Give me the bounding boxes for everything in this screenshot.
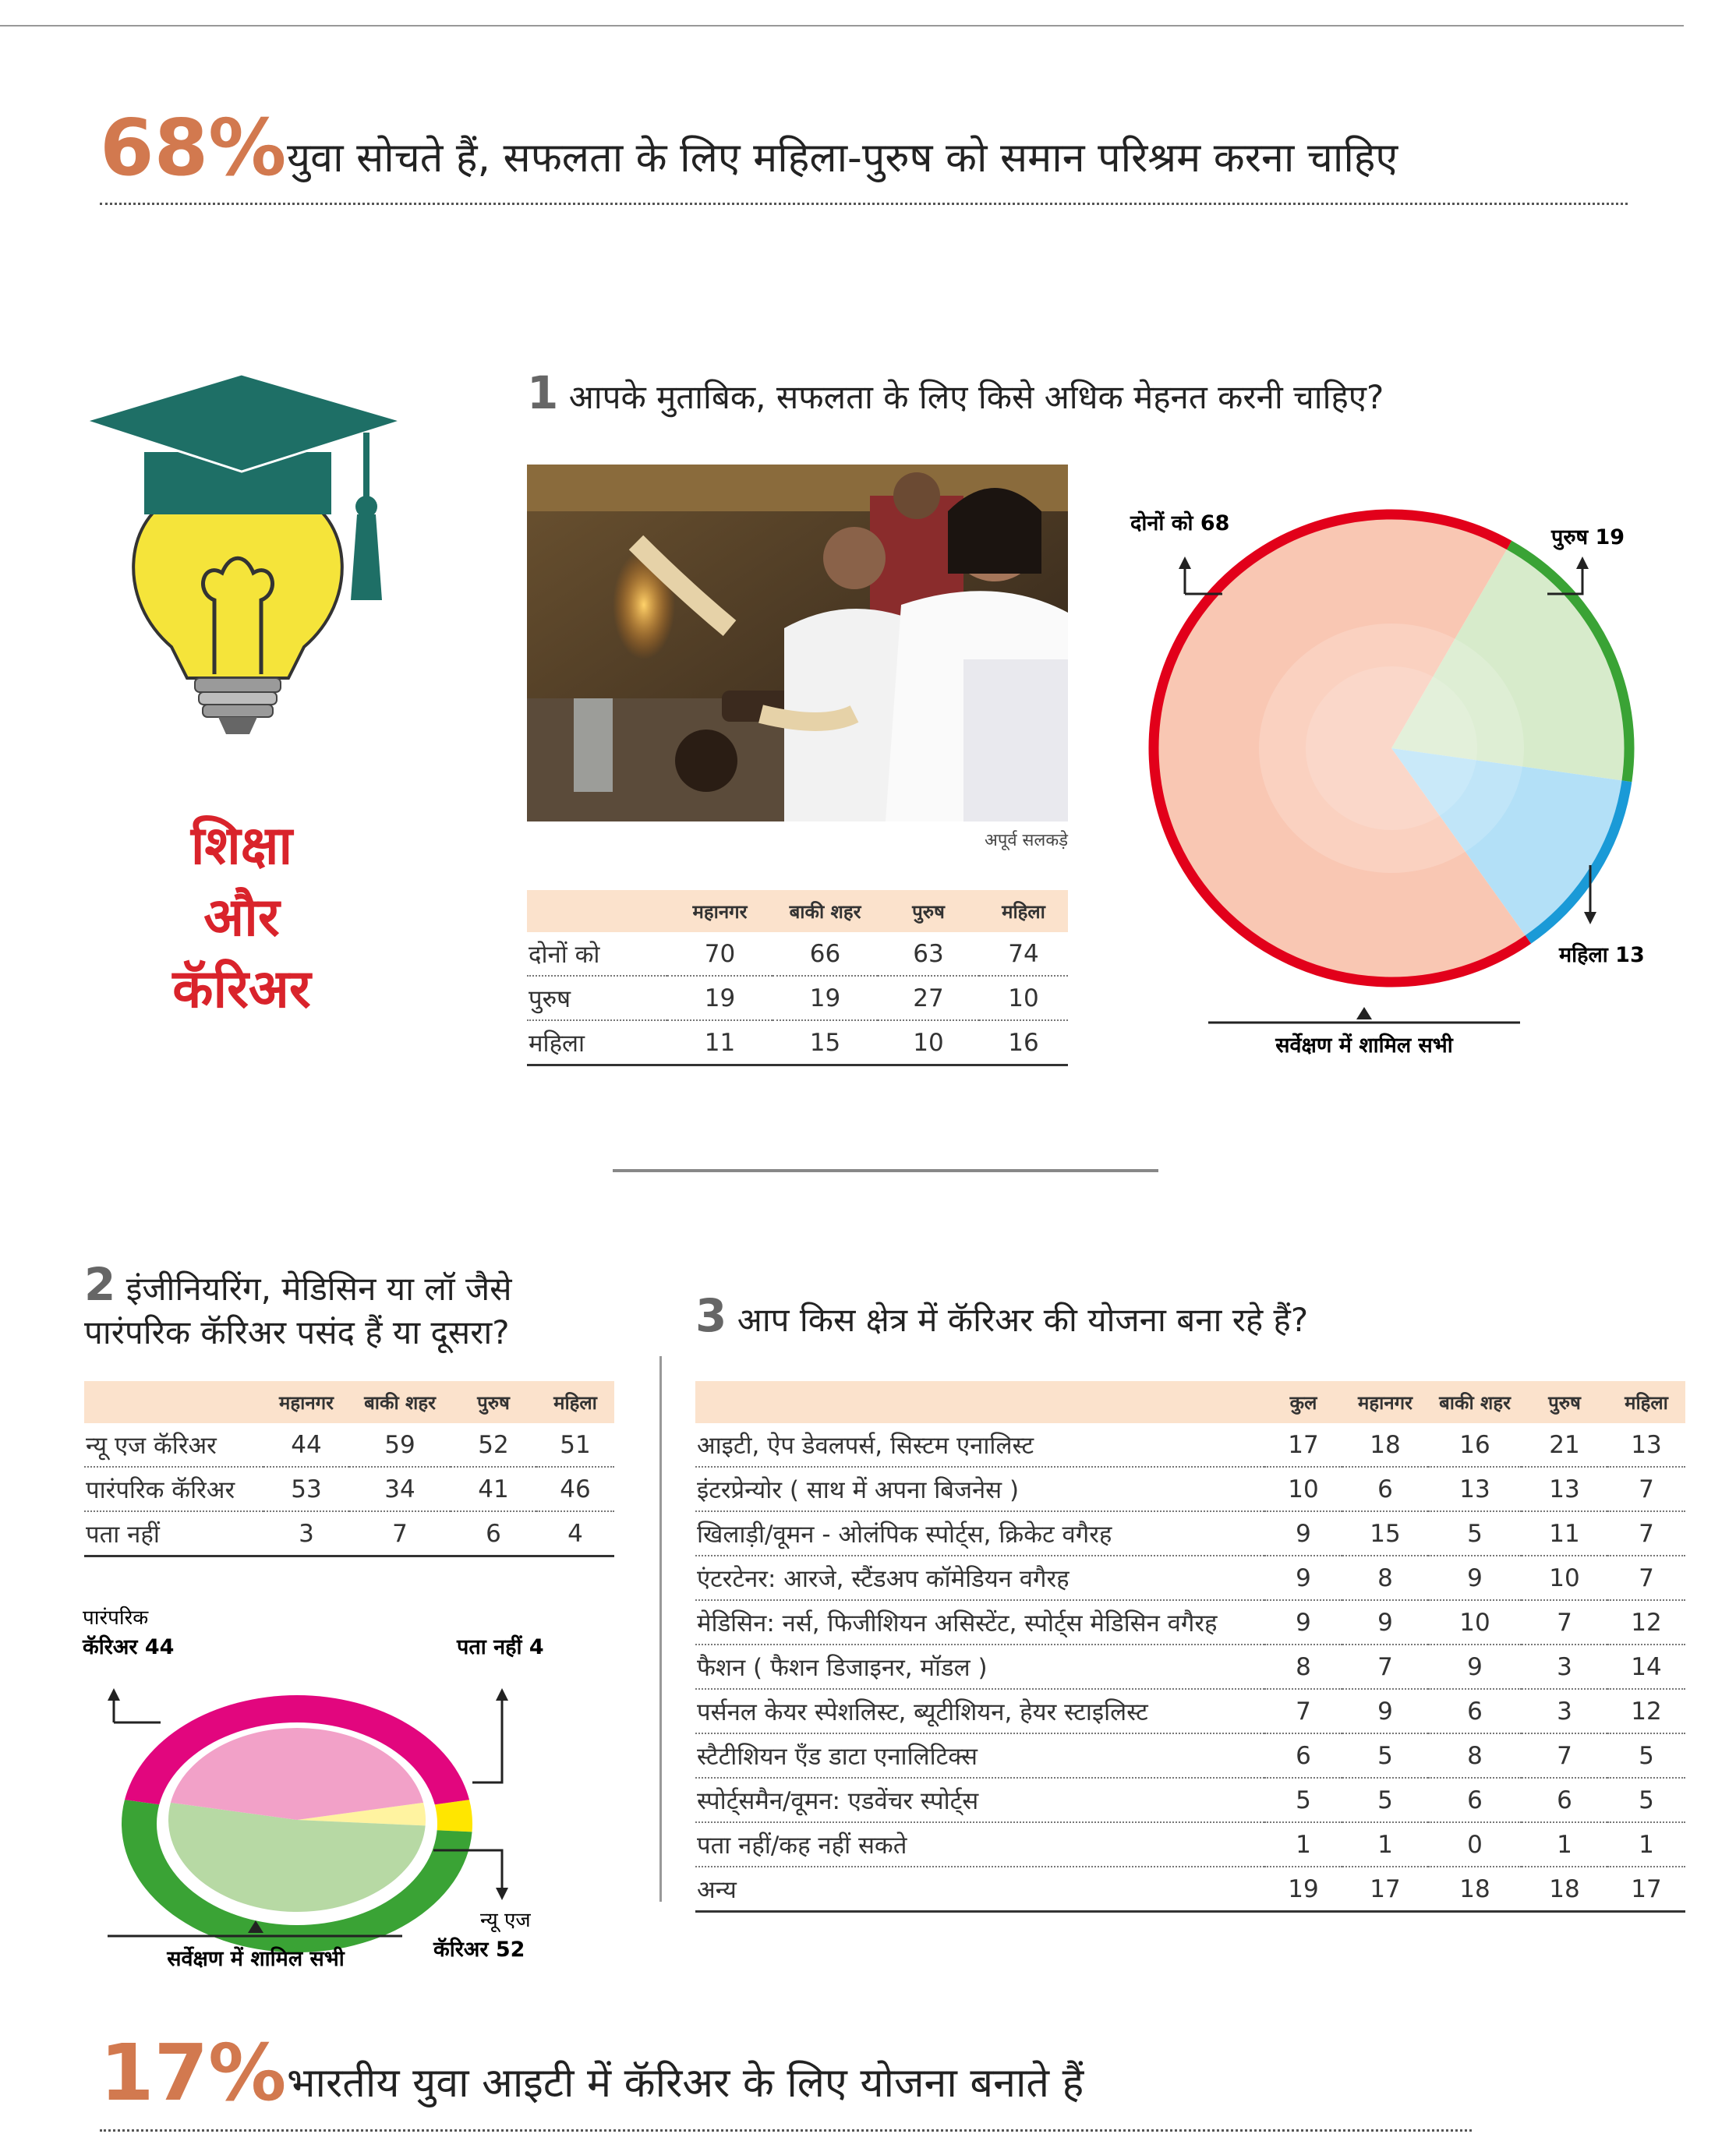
- table-cell: 9: [1342, 1689, 1428, 1733]
- q2-donut-chart: [75, 1599, 621, 1973]
- table-cell: 9: [1342, 1600, 1428, 1645]
- table-cell: 16: [1428, 1423, 1522, 1467]
- q3-table: [695, 1381, 1685, 1913]
- table-cell: 59: [349, 1423, 451, 1467]
- q2-title: [84, 1258, 512, 1355]
- table-cell: 7: [1522, 1733, 1607, 1778]
- headline-bottom-text: भारतीय युवा आइटी में कॅरिअर के लिए योजना बनाते हैं: [287, 2060, 1084, 2107]
- table-cell: 3: [1522, 1689, 1607, 1733]
- table-row: [695, 1423, 1685, 1467]
- table-cell: 6: [1342, 1467, 1428, 1511]
- table-cell: 44: [263, 1423, 349, 1467]
- q2-inner-pie: [168, 1728, 426, 1912]
- row-label: मेडिसिन: नर्स, फिजीशियन असिस्टेंट, स्पोर्ट्स मेडिसिन वगैरह: [695, 1600, 1264, 1645]
- table-row: [695, 1778, 1685, 1822]
- table-cell: 51: [536, 1423, 614, 1467]
- table-header-row: [695, 1381, 1685, 1423]
- section-title-line2: और: [203, 887, 280, 949]
- table-cell: 1: [1607, 1822, 1685, 1867]
- table-cell: 70: [667, 932, 773, 976]
- table-cell: 34: [349, 1467, 451, 1511]
- table-cell: 10: [878, 1020, 979, 1065]
- table-header-cell: महिला: [979, 890, 1068, 932]
- headline-bottom-percent: 17%: [100, 2027, 287, 2118]
- table-header-cell: [527, 890, 667, 932]
- table-cell: 41: [451, 1467, 536, 1511]
- lab-photo-illustration: [527, 465, 1068, 821]
- table-cell: 13: [1522, 1467, 1607, 1511]
- table-header-cell: बाकी शहर: [773, 890, 878, 932]
- q3-title-text: आप किस क्षेत्र में कॅरिअर की योजना बना रहे हैं?: [737, 1301, 1309, 1339]
- section-title-line3: कॅरिअर: [172, 959, 311, 1020]
- table-cell: 11: [1522, 1511, 1607, 1556]
- table-cell: 17: [1607, 1867, 1685, 1912]
- row-label: खिलाड़ी/वूमन - ओलंपिक स्पोर्ट्स, क्रिकेट वगैरह: [695, 1511, 1264, 1556]
- donut-label-traditional-line2: कॅरिअर 44: [83, 1635, 175, 1659]
- table-cell: 9: [1264, 1511, 1342, 1556]
- table-cell: 11: [667, 1020, 773, 1065]
- arrow-up-icon: [496, 1688, 508, 1701]
- table-cell: 5: [1607, 1778, 1685, 1822]
- table-cell: 9: [1428, 1556, 1522, 1600]
- table-row: [527, 1020, 1068, 1065]
- q1-number: 1: [527, 366, 559, 419]
- table-cell: 74: [979, 932, 1068, 976]
- table-header-cell: [695, 1381, 1264, 1423]
- arrow-down-icon: [1584, 912, 1596, 924]
- row-label: अन्य: [695, 1867, 1264, 1912]
- lab-photo: [527, 465, 1068, 821]
- table-cell: 4: [536, 1511, 614, 1556]
- table-cell: 9: [1264, 1600, 1342, 1645]
- table-header-cell: महानगर: [667, 890, 773, 932]
- q2-table: [84, 1381, 614, 1557]
- table-header-cell: बाकी शहर: [349, 1381, 451, 1423]
- table-cell: 5: [1342, 1778, 1428, 1822]
- pie-label-both: दोनों को 68: [1130, 511, 1230, 535]
- table-cell: 5: [1342, 1733, 1428, 1778]
- table-header-cell: महिला: [1607, 1381, 1685, 1423]
- table-cell: 7: [1607, 1556, 1685, 1600]
- table-cell: 1: [1522, 1822, 1607, 1867]
- row-label: पता नहीं: [84, 1511, 263, 1556]
- row-label: न्यू एज कॅरिअर: [84, 1423, 263, 1467]
- table-cell: 18: [1342, 1423, 1428, 1467]
- headline-top-text: युवा सोचते हैं, सफलता के लिए महिला-पुरुष को समान परिश्रम करना चाहिए: [287, 135, 1398, 182]
- table-row: [695, 1556, 1685, 1600]
- table-row: [695, 1733, 1685, 1778]
- table-cell: 12: [1607, 1600, 1685, 1645]
- table-row: [695, 1467, 1685, 1511]
- q1-pie-chart: [1091, 499, 1715, 1060]
- table-cell: 27: [878, 976, 979, 1020]
- table-row: [84, 1511, 614, 1556]
- photo-credit: अपूर्व सलकड़े: [985, 831, 1068, 850]
- table-cell: 16: [979, 1020, 1068, 1065]
- table-cell: 15: [1342, 1511, 1428, 1556]
- donut-label-unknown: पता नहीं 4: [457, 1635, 544, 1659]
- table-cell: 5: [1428, 1511, 1522, 1556]
- table-cell: 17: [1342, 1867, 1428, 1912]
- table-cell: 15: [773, 1020, 878, 1065]
- vertical-divider: [659, 1356, 662, 1902]
- table-cell: 7: [349, 1511, 451, 1556]
- table-row: [695, 1645, 1685, 1689]
- table-cell: 10: [1428, 1600, 1522, 1645]
- table-cell: 7: [1342, 1645, 1428, 1689]
- table-cell: 9: [1428, 1645, 1522, 1689]
- q3-number: 3: [695, 1289, 727, 1342]
- q2-title-line2: पारंपरिक कॅरिअर पसंद हैं या दूसरा?: [84, 1313, 510, 1351]
- table-cell: 1: [1264, 1822, 1342, 1867]
- table-cell: 17: [1264, 1423, 1342, 1467]
- table-header-cell: बाकी शहर: [1428, 1381, 1522, 1423]
- q3-title: [695, 1289, 1309, 1342]
- arrow-up-icon: [1179, 556, 1191, 569]
- section-title: [117, 811, 366, 1026]
- table-cell: 6: [1428, 1689, 1522, 1733]
- headline-top: [100, 101, 1628, 205]
- table-cell: 7: [1522, 1600, 1607, 1645]
- table-cell: 14: [1607, 1645, 1685, 1689]
- table-cell: 6: [1264, 1733, 1342, 1778]
- table-cell: 0: [1428, 1822, 1522, 1867]
- table-cell: 63: [878, 932, 979, 976]
- pie-label-female: महिला 13: [1559, 943, 1645, 967]
- row-label: फैशन ( फैशन डिजाइनर, मॉडल ): [695, 1645, 1264, 1689]
- arrow-down-icon: [496, 1888, 508, 1900]
- callout-line: [472, 1693, 502, 1782]
- donut-label-traditional-line1: पारंपरिक: [83, 1606, 149, 1630]
- table-cell: 8: [1428, 1733, 1522, 1778]
- donut-label-newage-line1: न्यू एज: [480, 1909, 531, 1932]
- table-cell: 10: [979, 976, 1068, 1020]
- survey-label: सर्वेक्षण में शामिल सभी: [167, 1947, 345, 1971]
- row-label: पारंपरिक कॅरिअर: [84, 1467, 263, 1511]
- table-cell: 52: [451, 1423, 536, 1467]
- table-cell: 21: [1522, 1423, 1607, 1467]
- row-label: महिला: [527, 1020, 667, 1065]
- table-cell: 18: [1522, 1867, 1607, 1912]
- table-header-cell: पुरुष: [1522, 1381, 1607, 1423]
- table-header-cell: कुल: [1264, 1381, 1342, 1423]
- table-row: [695, 1689, 1685, 1733]
- table-cell: 13: [1428, 1467, 1522, 1511]
- section-title-line1: शिक्षा: [190, 815, 293, 877]
- q2-title-line1: इंजीनियरिंग, मेडिसिन या लॉ जैसे: [126, 1270, 512, 1308]
- table-cell: 8: [1342, 1556, 1428, 1600]
- table-cell: 6: [1522, 1778, 1607, 1822]
- table-cell: 5: [1264, 1778, 1342, 1822]
- row-label: आइटी, ऐप डेवलपर्स, सिस्टम एनालिस्ट: [695, 1423, 1264, 1467]
- table-row: [527, 976, 1068, 1020]
- row-label: पर्सनल केयर स्पेशलिस्ट, ब्यूटीशियन, हेयर स्टाइलिस्ट: [695, 1689, 1264, 1733]
- table-cell: 9: [1264, 1556, 1342, 1600]
- table-header-cell: महानगर: [263, 1381, 349, 1423]
- table-cell: 6: [451, 1511, 536, 1556]
- table-cell: 6: [1428, 1778, 1522, 1822]
- pie-inner-glow: [1306, 666, 1477, 830]
- table-cell: 12: [1607, 1689, 1685, 1733]
- table-row: [695, 1600, 1685, 1645]
- table-cell: 3: [1522, 1645, 1607, 1689]
- table-cell: 19: [773, 976, 878, 1020]
- table-cell: 1: [1342, 1822, 1428, 1867]
- table-cell: 10: [1522, 1556, 1607, 1600]
- table-header-row: [527, 890, 1068, 932]
- row-label: पता नहीं/कह नहीं सकते: [695, 1822, 1264, 1867]
- table-row: [527, 932, 1068, 976]
- table-cell: 3: [263, 1511, 349, 1556]
- q1-title-text: आपके मुताबिक, सफलता के लिए किसे अधिक मेहनत करनी चाहिए?: [568, 378, 1384, 416]
- headline-top-percent: 68%: [100, 102, 287, 193]
- top-rule: [0, 25, 1684, 26]
- table-cell: 13: [1607, 1423, 1685, 1467]
- table-row: [695, 1867, 1685, 1912]
- pie-label-male: पुरुष 19: [1551, 525, 1625, 549]
- table-cell: 53: [263, 1467, 349, 1511]
- row-label: इंटरप्रेन्योर ( साथ में अपना बिजनेस ): [695, 1467, 1264, 1511]
- survey-label: सर्वेक्षण में शामिल सभी: [1275, 1033, 1453, 1058]
- q2-number: 2: [84, 1258, 116, 1311]
- headline-bottom: [100, 2026, 1472, 2132]
- q1-title: [527, 366, 1384, 419]
- table-cell: 8: [1264, 1645, 1342, 1689]
- table-cell: 18: [1428, 1867, 1522, 1912]
- row-label: स्पोर्ट्समैन/वूमन: एडवेंचर स्पोर्ट्स: [695, 1778, 1264, 1822]
- table-row: [695, 1511, 1685, 1556]
- table-row: [84, 1423, 614, 1467]
- table-cell: 7: [1264, 1689, 1342, 1733]
- table-cell: 19: [667, 976, 773, 1020]
- donut-label-newage-line2: कॅरिअर 52: [433, 1938, 525, 1962]
- table-header-cell: [84, 1381, 263, 1423]
- table-header-cell: पुरुष: [878, 890, 979, 932]
- q3-table-body: [695, 1423, 1685, 1912]
- table-cell: 5: [1607, 1733, 1685, 1778]
- row-label: पुरुष: [527, 976, 667, 1020]
- table-header-row: [84, 1381, 614, 1423]
- table-cell: 66: [773, 932, 878, 976]
- arrow-up-icon: [108, 1688, 120, 1701]
- row-label: स्टैटीशियन ऍंड डाटा एनालिटिक्स: [695, 1733, 1264, 1778]
- table-cell: 10: [1264, 1467, 1342, 1511]
- table-header-cell: महिला: [536, 1381, 614, 1423]
- row-label: एंटरटेनर: आरजे, स्टैंडअप कॉमेडियन वगैरह: [695, 1556, 1264, 1600]
- table-header-cell: महानगर: [1342, 1381, 1428, 1423]
- arrow-up-icon: [1356, 1007, 1372, 1019]
- section-separator: [613, 1169, 1158, 1172]
- q1-table: [527, 890, 1068, 1066]
- arrow-up-icon: [1576, 556, 1589, 569]
- table-cell: 7: [1607, 1467, 1685, 1511]
- table-row: [695, 1822, 1685, 1867]
- row-label: दोनों को: [527, 932, 667, 976]
- table-row: [84, 1467, 614, 1511]
- graduation-bulb-icon: [78, 366, 413, 740]
- table-cell: 7: [1607, 1511, 1685, 1556]
- table-cell: 46: [536, 1467, 614, 1511]
- table-header-cell: पुरुष: [451, 1381, 536, 1423]
- table-cell: 19: [1264, 1867, 1342, 1912]
